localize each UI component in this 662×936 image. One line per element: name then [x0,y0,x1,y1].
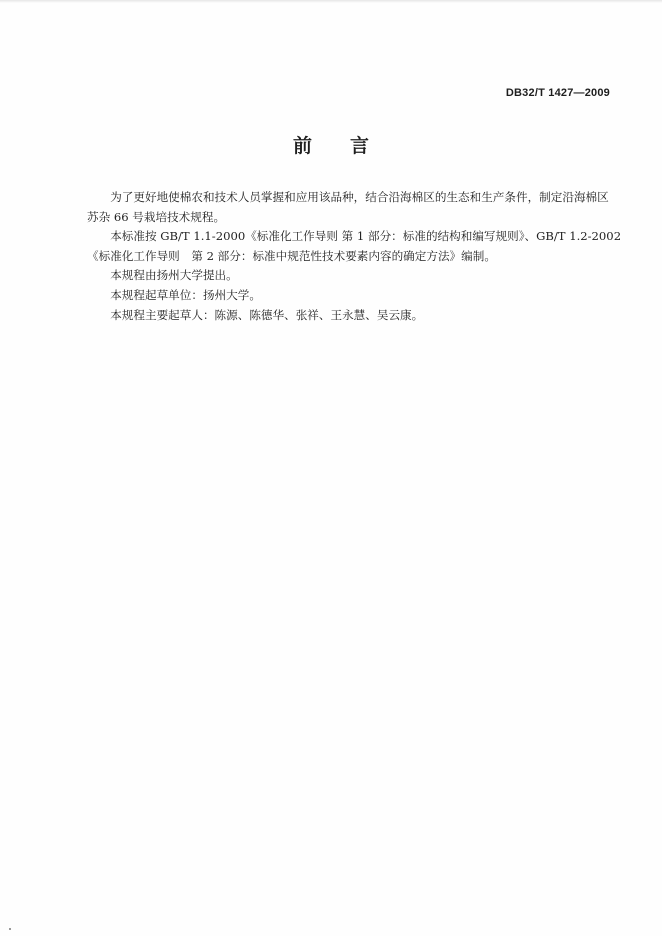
foreword-body [87,188,622,325]
paragraph-standard-basis [87,227,622,266]
paragraph-line: 本规程起草单位：扬州大学。 [110,287,261,302]
paragraph-drafters [87,306,610,326]
paragraph-drafting-unit [87,286,610,306]
paragraph-line: 本规程由扬州大学提出。 [110,268,238,283]
page-title: 前言 [292,135,407,157]
paragraph-line: 为了更好地使棉农和技术人员掌握和应用该品种，结合沿海棉区的生态和生产条件，制定沿海棉区 [110,190,609,204]
paragraph-line: 本标准按 GB/T 1.1-2000《标准化工作导则 第 1 部分：标准的结构和编写规则》、GB/T 1.2-2002 [110,229,622,244]
scan-edge [0,0,662,3]
scan-speck [9,928,11,930]
paragraph-line: 《标准化工作导则 第 2 部分：标准中规范性技术要素内容的确定方法》编制。 [87,248,496,263]
paragraph-line: 苏杂 66 号栽培技术规程。 [87,209,226,224]
document-number: DB32/T 1427—2009 [505,87,610,99]
paragraph-purpose [87,188,610,227]
paragraph-line: 本规程主要起草人：陈源、陈德华、张祥、王永慧、吴云康。 [110,307,424,322]
paragraph-proposer [87,266,610,286]
